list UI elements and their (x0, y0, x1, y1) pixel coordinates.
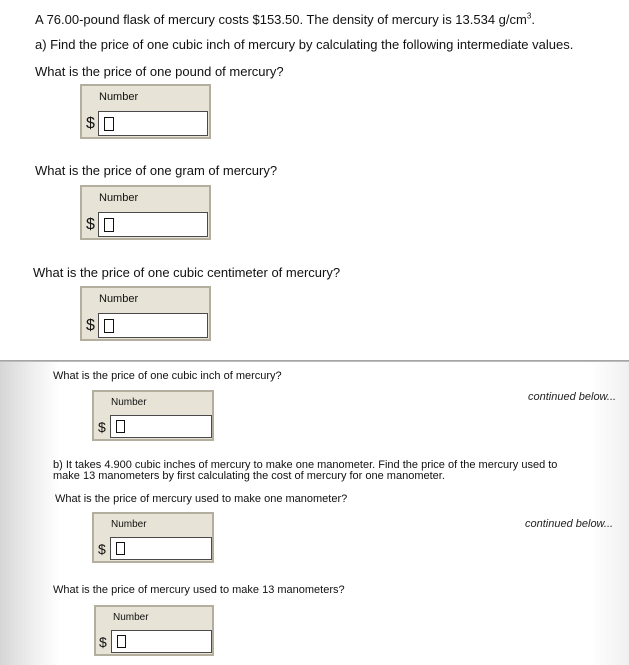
lower-panel (0, 362, 629, 665)
text-cursor-icon (104, 117, 114, 131)
text-cursor-icon (117, 635, 126, 648)
question-thirteen-manometers-label: What is the price of mercury used to make 13 manometers? (53, 584, 345, 596)
number-label: Number (111, 397, 147, 408)
part-b-line-2: make 13 manometers by first calculating the cost of mercury for one manometer. (53, 470, 445, 482)
problem-statement: A 76.00-pound flask of mercury costs $153.50. The density of mercury is 13.534 $g/cm^3$. (35, 11, 535, 27)
dollar-sign: $ (98, 541, 106, 557)
text-cursor-icon (116, 420, 125, 433)
text-cursor-icon (116, 542, 125, 555)
thirteen-manometers-price-input[interactable] (111, 630, 212, 653)
dollar-sign: $ (99, 634, 107, 650)
answer-box-gram (80, 185, 211, 240)
question-gram-label: What is the price of one gram of mercury? (35, 163, 278, 178)
part-b-line-1: b) It takes 4.900 cubic inches of mercury to make one manometer. Find the price of the mercury used to (53, 459, 558, 471)
number-label: Number (99, 91, 139, 103)
dollar-sign: $ (86, 317, 95, 334)
continued-note: continued below... (528, 391, 617, 403)
number-label: Number (111, 519, 147, 530)
dollar-sign: $ (86, 216, 95, 233)
price-per-gram-input[interactable] (98, 212, 208, 237)
answer-box-cubic-inch (92, 390, 214, 441)
answer-box-cc (80, 286, 211, 341)
answer-box-pound (80, 84, 211, 139)
price-per-cubic-inch-input[interactable] (110, 415, 212, 438)
question-cubic-inch-label: What is the price of one cubic inch of mercury? (53, 370, 282, 382)
number-label: Number (99, 293, 139, 305)
price-per-cc-input[interactable] (98, 313, 208, 338)
dollar-sign: $ (98, 419, 106, 435)
dollar-sign: $ (86, 115, 95, 132)
number-label: Number (99, 192, 139, 204)
one-manometer-price-input[interactable] (110, 537, 212, 560)
question-cc-label: What is the price of one cubic centimeter of mercury? (33, 265, 341, 280)
question-pound-label: What is the price of one pound of mercury? (35, 64, 284, 79)
continued-note: continued below... (525, 518, 614, 530)
question-one-manometer-label: What is the price of mercury used to make one manometer? (55, 493, 348, 505)
text-cursor-icon (104, 218, 114, 232)
part-a-instruction: a) Find the price of one cubic inch of mercury by calculating the following intermediate values. (35, 37, 574, 52)
text-cursor-icon (104, 319, 114, 333)
answer-box-one-manometer (92, 512, 214, 563)
number-label: Number (113, 612, 149, 623)
answer-box-thirteen-manometers (94, 605, 214, 656)
price-per-pound-input[interactable] (98, 111, 208, 136)
